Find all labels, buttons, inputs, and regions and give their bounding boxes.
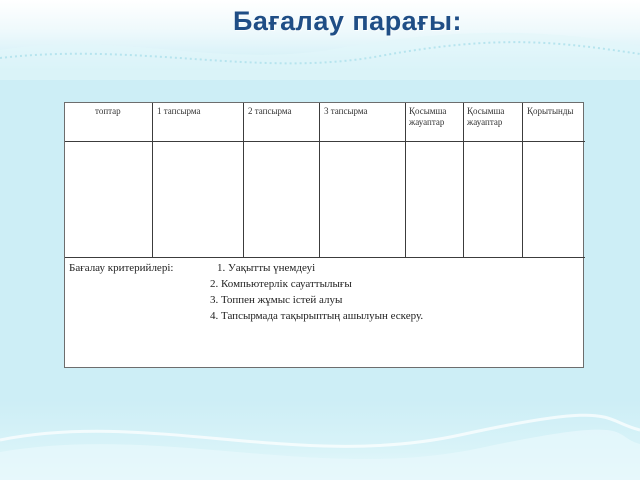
header-divider bbox=[65, 141, 585, 142]
column-divider bbox=[319, 103, 320, 258]
assessment-table bbox=[64, 102, 584, 368]
criterion-item: 2. Компьютерлік сауаттылығы bbox=[210, 278, 352, 290]
column-divider bbox=[152, 103, 153, 258]
criteria-label: Бағалау критерийлері: bbox=[69, 262, 174, 274]
header-extra-answers-2: Қосымша жауаптар bbox=[467, 106, 505, 127]
criterion-item: 1. Уақытты үнемдеуі bbox=[217, 262, 316, 274]
header-extra-answers-1: Қосымша жауаптар bbox=[409, 106, 447, 127]
column-divider bbox=[522, 103, 523, 258]
column-divider bbox=[243, 103, 244, 258]
header-groups: топтар bbox=[95, 106, 121, 116]
header-task-2: 2 тапсырма bbox=[248, 106, 292, 116]
column-divider bbox=[405, 103, 406, 258]
criteria-divider bbox=[65, 257, 585, 258]
header-task-1: 1 тапсырма bbox=[157, 106, 201, 116]
header-total: Қорытынды bbox=[527, 106, 574, 116]
column-divider bbox=[463, 103, 464, 258]
criterion-item: 4. Тапсырмада тақырыптың ашылуын ескеру. bbox=[210, 310, 424, 322]
header-task-3: 3 тапсырма bbox=[324, 106, 368, 116]
bottom-wave-decoration bbox=[0, 390, 640, 480]
slide-title: Бағалау парағы: bbox=[233, 6, 462, 36]
criterion-item: 3. Топпен жұмыс істей алуы bbox=[210, 294, 343, 306]
